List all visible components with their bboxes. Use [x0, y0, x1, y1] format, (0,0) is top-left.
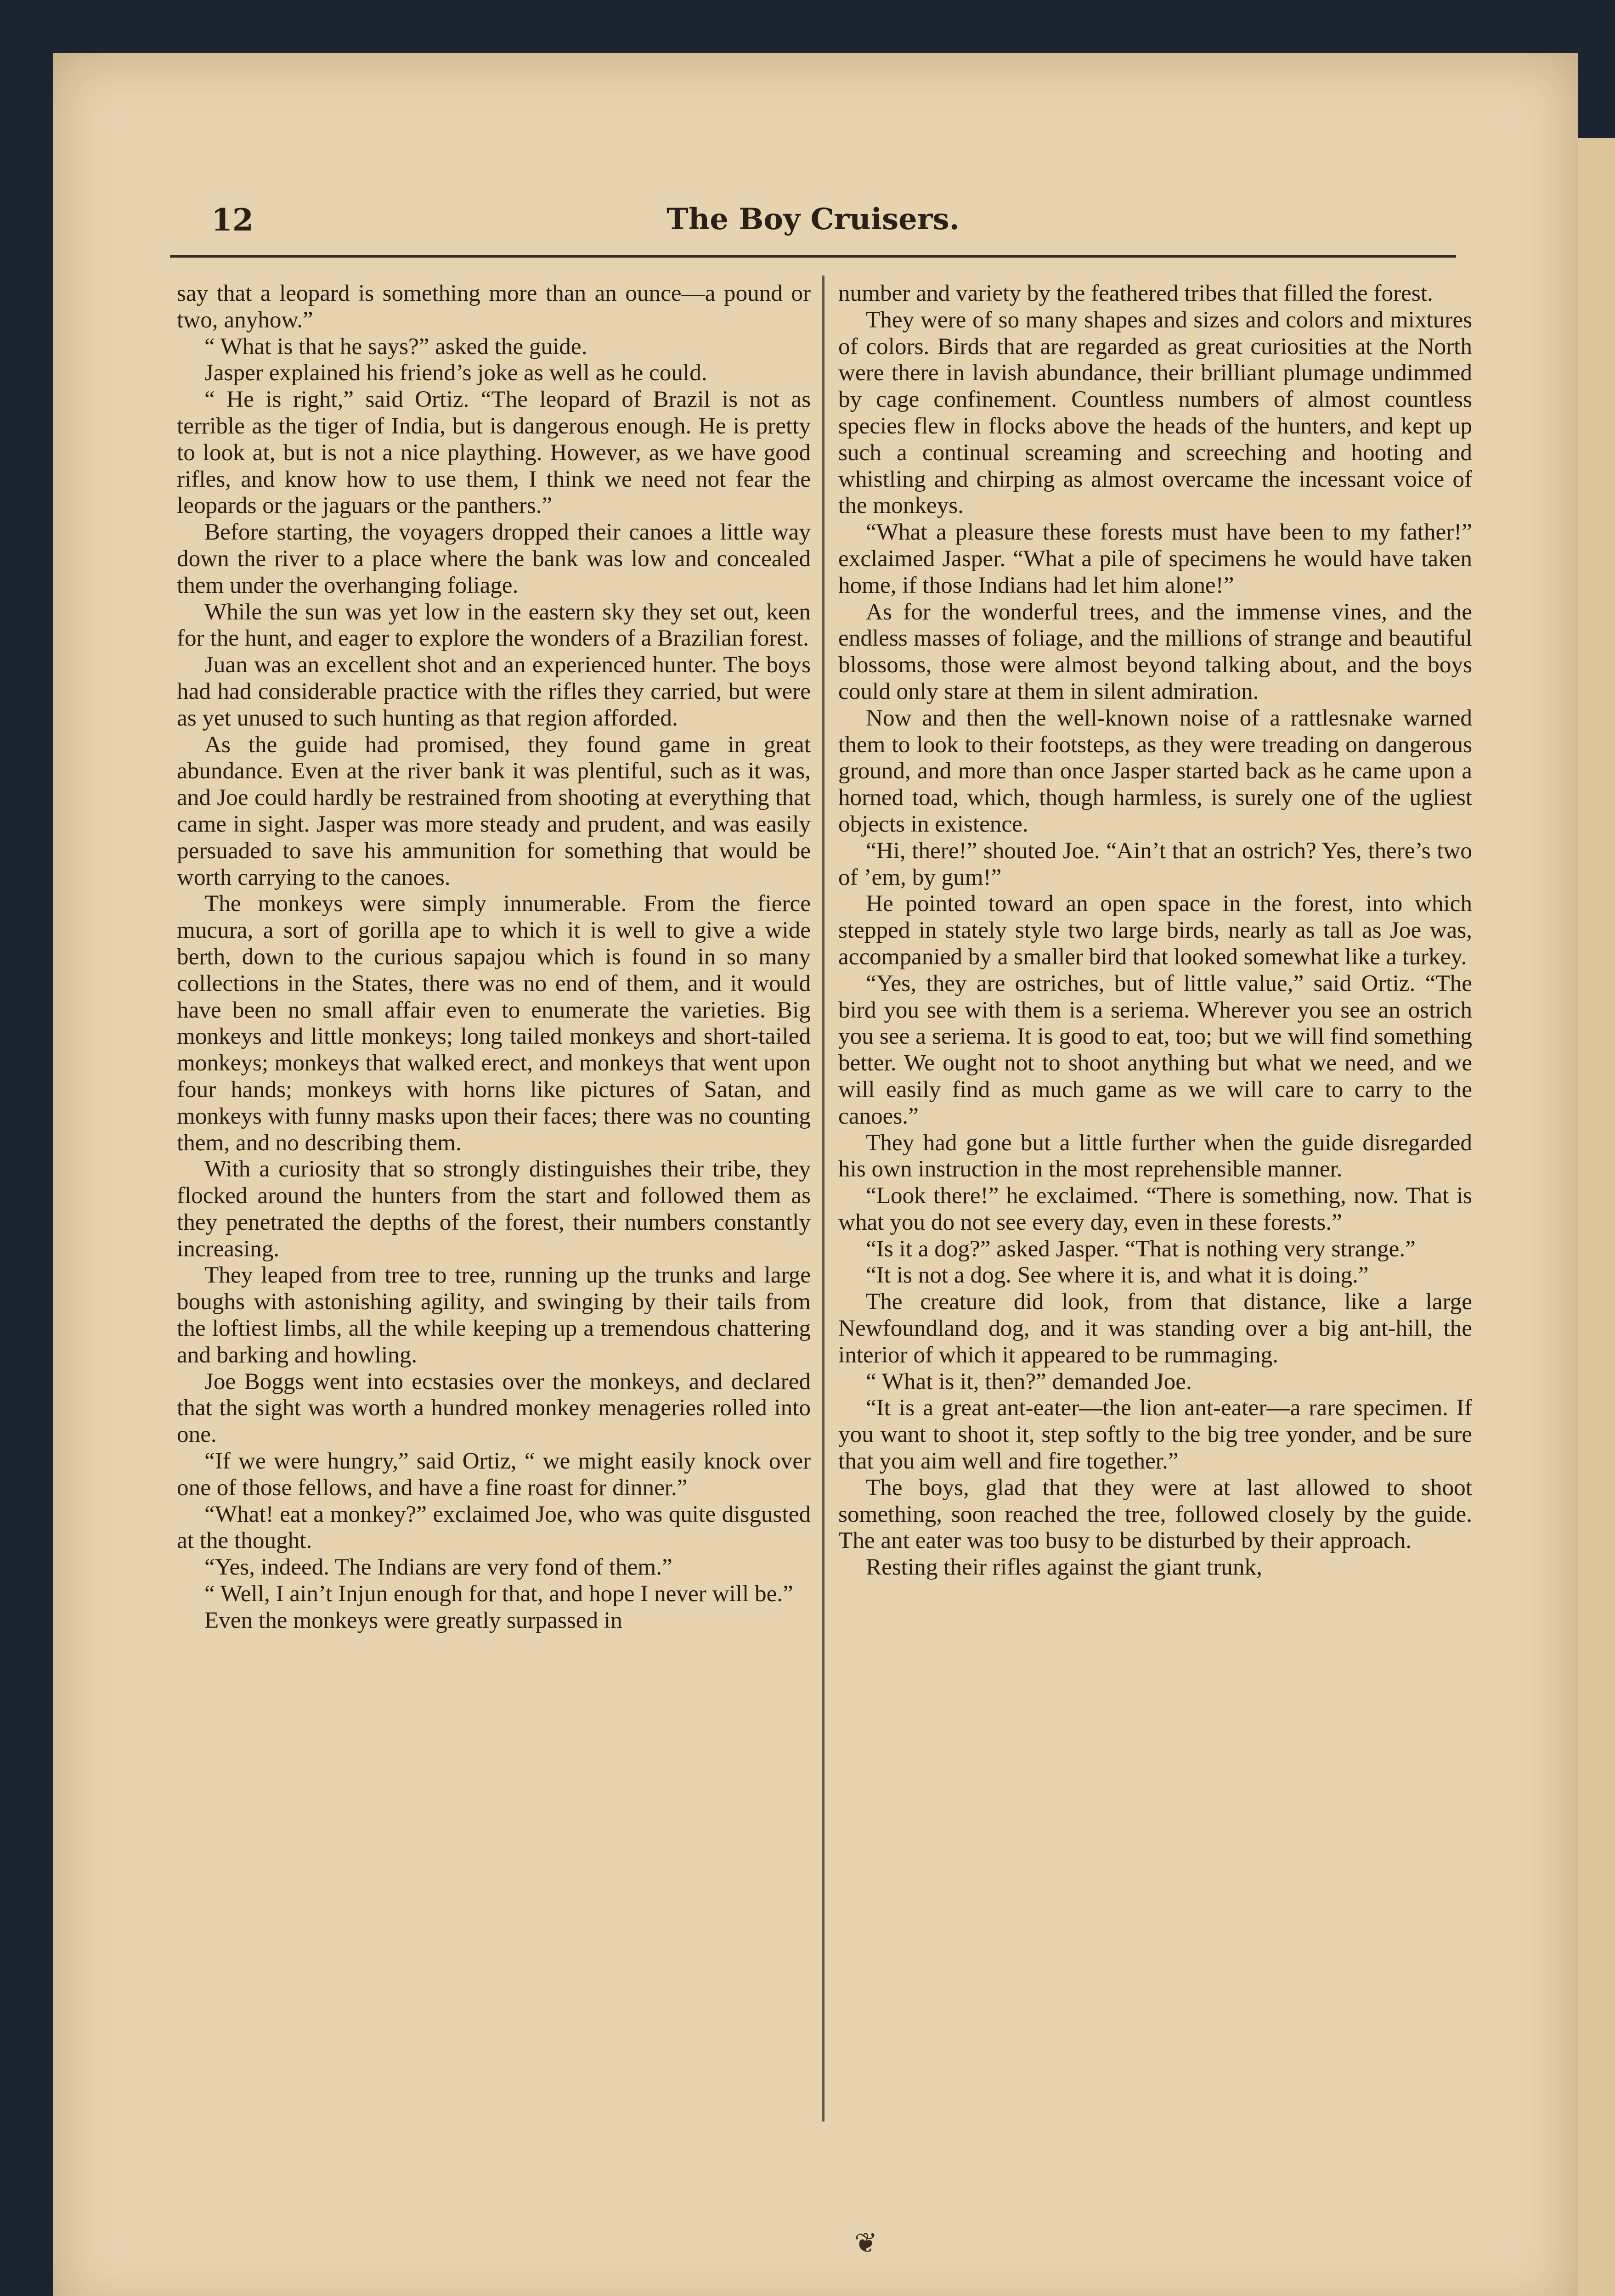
paragraph: Resting their rifles against the giant trunk,: [866, 1554, 1262, 1581]
page-number: 12: [211, 202, 254, 238]
paragraph: “What! eat a monkey?” exclaimed Joe, who was quite disgusted at the thought.: [177, 1501, 811, 1554]
paragraph: They leaped from tree to tree, running up the trunks and large boughs with astonishing agility, and swinging by their tails from the loftiest limbs, all the while keeping up a tremendous chattering and barking and howling.: [177, 1262, 811, 1368]
page-header: [156, 197, 1470, 248]
paragraph: As the guide had promised, they found game in great abundance. Even at the river bank it was plentiful, such as it was, and Joe could hardly be restrained from shooting at everything that came in sight. Jasper was more steady and prudent, and was easily persuaded to save his ammunition for something that would be worth carrying to the canoes.: [177, 731, 811, 890]
paragraph: “Is it a dog?” asked Jasper. “That is nothing very strange.”: [866, 1235, 1416, 1262]
paragraph: say that a leopard is something more than an ounce—a pound or two, anyhow.”: [177, 280, 811, 333]
paragraph: The boys, glad that they were at last allowed to shoot something, soon reached the tree, followed closely by the guide. The ant eater was too busy to be disturbed by their approach.: [838, 1474, 1472, 1554]
paragraph: “It is not a dog. See where it is, and what it is doing.”: [866, 1262, 1369, 1289]
paragraph: number and variety by the feathered tribes that filled the forest.: [838, 280, 1433, 306]
paragraph: He pointed toward an open space in the forest, into which stepped in stately style two large birds, nearly as tall as Joe was, accompanied by a smaller bird that looked somewhat like a turkey.: [838, 890, 1472, 970]
paragraph: Jasper explained his friend’s joke as well as he could.: [204, 360, 707, 386]
paragraph: The creature did look, from that distance, like a large Newfoundland dog, and it was standing over a big ant-hill, the interior of which it appeared to be rummaging.: [838, 1289, 1472, 1368]
paragraph: “Look there!” he exclaimed. “There is something, now. That is what you do not see every day, even in these forests.”: [838, 1182, 1472, 1235]
paragraph: Joe Boggs went into ecstasies over the monkeys, and declared that the sight was worth a hundred monkey menageries rolled into one.: [177, 1368, 811, 1448]
paragraph: “Yes, indeed. The Indians are very fond of them.”: [204, 1554, 672, 1581]
paragraph: “ Well, I ain’t Injun enough for that, and hope I never will be.”: [204, 1581, 793, 1607]
right-column: [838, 280, 1472, 2126]
paragraph: Now and then the well-known noise of a rattlesnake warned them to look to their footsteps, as they were treading on dangerous ground, and more than once Jasper started back as he came upon a horned toad, which, though harmless, is surely one of the ugliest objects in existence.: [838, 704, 1472, 837]
paragraph: “Yes, they are ostriches, but of little value,” said Ortiz. “The bird you see with them is a seriema. Wherever you see an ostrich you see a seriema. It is good to eat, too; but we will find something better. We ought not to shoot anything but what we need, and we will easily find as much game as we will care to carry to the canoes.”: [838, 970, 1472, 1129]
paragraph: Juan was an excellent shot and an experienced hunter. The boys had had considerable practice with the rifles they carried, but were as yet unused to such hunting as that region afforded.: [177, 652, 811, 731]
paragraph: Before starting, the voyagers dropped their canoes a little way down the river to a place where the bank was low and concealed them under the overhanging foliage.: [177, 519, 811, 598]
paragraph: “ He is right,” said Ortiz. “The leopard of Brazil is not as terrible as the tiger of India, but is dangerous enough. He is pretty to look at, but is not a nice plaything. However, as we have good rifles, and know how to use them, I think we need not fear the leopards or the jaguars or the panthers.”: [177, 386, 811, 519]
paragraph: “ What is it, then?” demanded Joe.: [866, 1368, 1192, 1395]
paragraph: The monkeys were simply innumerable. From the fierce mucura, a sort of gorilla ape to which it is well to give a wide berth, down to the curious sapajou which is found in so many collections in the States, there was no end of them, and it would have been no small affair even to enumerate the varieties. Big monkeys and little monkeys; long tailed monkeys and short-tailed monkeys; monkeys that walked erect, and monkeys that went upon four hands; monkeys with horns like pictures of Satan, and monkeys with funny masks upon their faces; there was no counting them, and no describing them.: [177, 890, 811, 1156]
paragraph: “ What is that he says?” asked the guide.: [204, 333, 587, 360]
paragraph: They were of so many shapes and sizes and colors and mixtures of colors. Birds that are regarded as great curiosities at the North were there in lavish abundance, their brilliant plumage undimmed by cage confinement. Countless numbers of almost countless species flew in flocks above the heads of the hunters, and kept up such a continual screaming and screeching and hooting and whistling and chirping as almost overcame the incessant voice of the monkeys.: [838, 306, 1472, 519]
paragraph: With a curiosity that so strongly distinguishes their tribe, they flocked around the hunters from the start and followed them as they penetrated the depths of the forest, their numbers constantly increasing.: [177, 1156, 811, 1262]
paragraph: “What a pleasure these forests must have been to my father!” exclaimed Jasper. “What a pile of specimens he would have taken home, if those Indians had let him alone!”: [838, 519, 1472, 598]
running-title: The Boy Cruisers.: [666, 202, 960, 236]
printer-ornament-icon: ❦: [854, 2228, 878, 2258]
left-column: [177, 280, 811, 2126]
paragraph: They had gone but a little further when the guide disregarded his own instruction in the most reprehensible manner.: [838, 1129, 1472, 1182]
header-rule: [170, 255, 1456, 258]
paragraph: Even the monkeys were greatly surpassed in: [204, 1607, 622, 1633]
paragraph: “If we were hungry,” said Ortiz, “ we might easily knock over one of those fellows, and have a fine roast for dinner.”: [177, 1448, 811, 1501]
paragraph: “It is a great ant-eater—the lion ant-eater—a rare specimen. If you want to shoot it, step softly to the big tree yonder, and be sure that you aim well and fire together.”: [838, 1395, 1472, 1474]
paragraph: “Hi, there!” shouted Joe. “Ain’t that an ostrich? Yes, there’s two of ’em, by gum!”: [838, 837, 1472, 890]
paragraph: While the sun was yet low in the eastern sky they set out, keen for the hunt, and eager to explore the wonders of a Brazilian forest.: [177, 598, 811, 652]
column-divider: [822, 276, 824, 2122]
paragraph: As for the wonderful trees, and the immense vines, and the endless masses of foliage, and the millions of strange and beautiful blossoms, those were almost beyond talking about, and the boys could only stare at them in silent admiration.: [838, 598, 1472, 704]
